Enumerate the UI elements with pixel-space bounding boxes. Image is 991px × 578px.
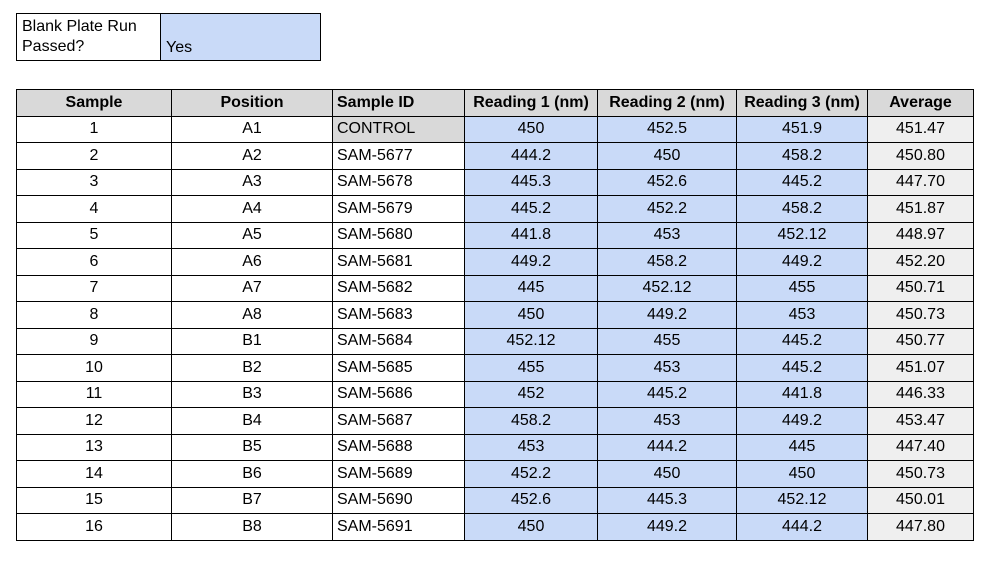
table-row [17, 328, 974, 355]
cell-reading-1[interactable]: 452.2 [465, 461, 598, 488]
cell-average[interactable]: 450.73 [868, 302, 974, 329]
cell-average[interactable]: 447.40 [868, 434, 974, 461]
cell-sample[interactable]: 6 [17, 249, 172, 276]
cell-reading-1[interactable]: 453 [465, 434, 598, 461]
cell-position[interactable]: A6 [172, 249, 333, 276]
cell-reading-3[interactable]: 451.9 [737, 116, 868, 143]
cell-reading-3[interactable]: 445.2 [737, 328, 868, 355]
cell-average[interactable]: 447.80 [868, 514, 974, 541]
cell-sample-id[interactable]: SAM-5687 [333, 408, 465, 435]
cell-reading-3[interactable]: 452.12 [737, 222, 868, 249]
cell-sample-id[interactable]: SAM-5682 [333, 275, 465, 302]
cell-position[interactable]: B6 [172, 461, 333, 488]
table-row [17, 302, 974, 329]
cell-position[interactable]: B4 [172, 408, 333, 435]
cell-position[interactable]: B1 [172, 328, 333, 355]
cell-reading-2[interactable]: 452.12 [598, 275, 737, 302]
cell-sample[interactable]: 9 [17, 328, 172, 355]
cell-average[interactable]: 453.47 [868, 408, 974, 435]
cell-reading-3[interactable]: 441.8 [737, 381, 868, 408]
cell-reading-1[interactable]: 458.2 [465, 408, 598, 435]
cell-reading-3[interactable]: 445 [737, 434, 868, 461]
cell-sample[interactable]: 10 [17, 355, 172, 382]
table-row [17, 116, 974, 143]
cell-reading-2[interactable]: 452.5 [598, 116, 737, 143]
header-average[interactable]: Average [868, 90, 974, 117]
cell-average[interactable]: 451.87 [868, 196, 974, 223]
cell-reading-1[interactable]: 452 [465, 381, 598, 408]
cell-reading-1[interactable]: 449.2 [465, 249, 598, 276]
table-row [17, 169, 974, 196]
cell-reading-2[interactable]: 450 [598, 143, 737, 170]
cell-sample-id[interactable]: SAM-5690 [333, 487, 465, 514]
blank-plate-status-box [16, 13, 321, 61]
table-row [17, 381, 974, 408]
cell-sample[interactable]: 11 [17, 381, 172, 408]
cell-average[interactable]: 451.47 [868, 116, 974, 143]
cell-reading-1[interactable]: 450 [465, 116, 598, 143]
table-row [17, 514, 974, 541]
cell-sample[interactable]: 7 [17, 275, 172, 302]
cell-reading-2[interactable]: 458.2 [598, 249, 737, 276]
cell-average[interactable]: 452.20 [868, 249, 974, 276]
readings-table [16, 89, 974, 541]
cell-position[interactable]: B3 [172, 381, 333, 408]
cell-sample[interactable]: 14 [17, 461, 172, 488]
cell-average[interactable]: 451.07 [868, 355, 974, 382]
cell-sample-id[interactable]: SAM-5681 [333, 249, 465, 276]
cell-position[interactable]: A3 [172, 169, 333, 196]
cell-reading-3[interactable]: 449.2 [737, 408, 868, 435]
table-row [17, 196, 974, 223]
table-row [17, 355, 974, 382]
cell-reading-1[interactable]: 445.3 [465, 169, 598, 196]
cell-reading-2[interactable]: 453 [598, 408, 737, 435]
cell-reading-3[interactable]: 450 [737, 461, 868, 488]
cell-position[interactable]: A8 [172, 302, 333, 329]
cell-sample-id[interactable]: SAM-5691 [333, 514, 465, 541]
cell-sample-id[interactable]: CONTROL [333, 116, 465, 143]
table-row [17, 487, 974, 514]
cell-sample-id[interactable]: SAM-5685 [333, 355, 465, 382]
cell-average[interactable]: 450.73 [868, 461, 974, 488]
cell-reading-2[interactable]: 452.2 [598, 196, 737, 223]
cell-sample[interactable]: 8 [17, 302, 172, 329]
cell-reading-3[interactable]: 449.2 [737, 249, 868, 276]
cell-average[interactable]: 450.80 [868, 143, 974, 170]
header-reading-1[interactable]: Reading 1 (nm) [465, 90, 598, 117]
cell-position[interactable]: B8 [172, 514, 333, 541]
cell-sample[interactable]: 12 [17, 408, 172, 435]
cell-sample-id[interactable]: SAM-5677 [333, 143, 465, 170]
table-row [17, 408, 974, 435]
cell-sample-id[interactable]: SAM-5683 [333, 302, 465, 329]
cell-average[interactable]: 450.71 [868, 275, 974, 302]
cell-reading-2[interactable]: 455 [598, 328, 737, 355]
cell-sample[interactable]: 3 [17, 169, 172, 196]
cell-reading-1[interactable]: 452.6 [465, 487, 598, 514]
cell-sample-id[interactable]: SAM-5680 [333, 222, 465, 249]
cell-position[interactable]: A5 [172, 222, 333, 249]
header-reading-3[interactable]: Reading 3 (nm) [737, 90, 868, 117]
cell-reading-1[interactable]: 441.8 [465, 222, 598, 249]
cell-reading-2[interactable]: 445.2 [598, 381, 737, 408]
cell-sample[interactable]: 5 [17, 222, 172, 249]
header-position[interactable]: Position [172, 90, 333, 117]
table-body [17, 116, 974, 540]
cell-reading-3[interactable]: 444.2 [737, 514, 868, 541]
cell-reading-1[interactable]: 452.12 [465, 328, 598, 355]
cell-reading-2[interactable]: 449.2 [598, 302, 737, 329]
cell-average[interactable]: 448.97 [868, 222, 974, 249]
header-sample-id[interactable]: Sample ID [333, 90, 465, 117]
cell-sample-id[interactable]: SAM-5679 [333, 196, 465, 223]
cell-sample[interactable]: 15 [17, 487, 172, 514]
cell-reading-2[interactable]: 452.6 [598, 169, 737, 196]
cell-reading-1[interactable]: 450 [465, 514, 598, 541]
cell-sample[interactable]: 4 [17, 196, 172, 223]
header-row [17, 90, 974, 117]
cell-reading-2[interactable]: 444.2 [598, 434, 737, 461]
table-row [17, 143, 974, 170]
header-reading-2[interactable]: Reading 2 (nm) [598, 90, 737, 117]
cell-reading-3[interactable]: 453 [737, 302, 868, 329]
cell-reading-1[interactable]: 455 [465, 355, 598, 382]
cell-reading-3[interactable]: 458.2 [737, 143, 868, 170]
cell-average[interactable]: 447.70 [868, 169, 974, 196]
header-sample[interactable]: Sample [17, 90, 172, 117]
cell-sample-id[interactable]: SAM-5678 [333, 169, 465, 196]
cell-reading-3[interactable]: 452.12 [737, 487, 868, 514]
cell-sample-id[interactable]: SAM-5689 [333, 461, 465, 488]
cell-sample-id[interactable]: SAM-5684 [333, 328, 465, 355]
cell-reading-1[interactable]: 450 [465, 302, 598, 329]
cell-position[interactable]: A2 [172, 143, 333, 170]
cell-reading-2[interactable]: 449.2 [598, 514, 737, 541]
cell-reading-2[interactable]: 445.3 [598, 487, 737, 514]
cell-sample[interactable]: 1 [17, 116, 172, 143]
cell-reading-3[interactable]: 445.2 [737, 355, 868, 382]
table-row [17, 249, 974, 276]
cell-reading-2[interactable]: 453 [598, 355, 737, 382]
blank-plate-value[interactable]: Yes [161, 14, 321, 61]
table-row [17, 434, 974, 461]
cell-position[interactable]: B2 [172, 355, 333, 382]
cell-sample[interactable]: 13 [17, 434, 172, 461]
cell-sample[interactable]: 16 [17, 514, 172, 541]
cell-position[interactable]: A1 [172, 116, 333, 143]
cell-sample-id[interactable]: SAM-5688 [333, 434, 465, 461]
cell-reading-3[interactable]: 445.2 [737, 169, 868, 196]
cell-reading-3[interactable]: 458.2 [737, 196, 868, 223]
cell-position[interactable]: A4 [172, 196, 333, 223]
cell-sample[interactable]: 2 [17, 143, 172, 170]
cell-reading-1[interactable]: 444.2 [465, 143, 598, 170]
table-row [17, 275, 974, 302]
cell-reading-2[interactable]: 450 [598, 461, 737, 488]
cell-average[interactable]: 446.33 [868, 381, 974, 408]
cell-reading-1[interactable]: 445 [465, 275, 598, 302]
blank-plate-label[interactable]: Blank Plate Run Passed? [17, 14, 161, 61]
cell-reading-3[interactable]: 455 [737, 275, 868, 302]
cell-position[interactable]: B7 [172, 487, 333, 514]
cell-position[interactable]: A7 [172, 275, 333, 302]
cell-reading-1[interactable]: 445.2 [465, 196, 598, 223]
cell-average[interactable]: 450.01 [868, 487, 974, 514]
cell-position[interactable]: B5 [172, 434, 333, 461]
table-row [17, 222, 974, 249]
cell-reading-2[interactable]: 453 [598, 222, 737, 249]
table-row [17, 461, 974, 488]
cell-average[interactable]: 450.77 [868, 328, 974, 355]
cell-sample-id[interactable]: SAM-5686 [333, 381, 465, 408]
